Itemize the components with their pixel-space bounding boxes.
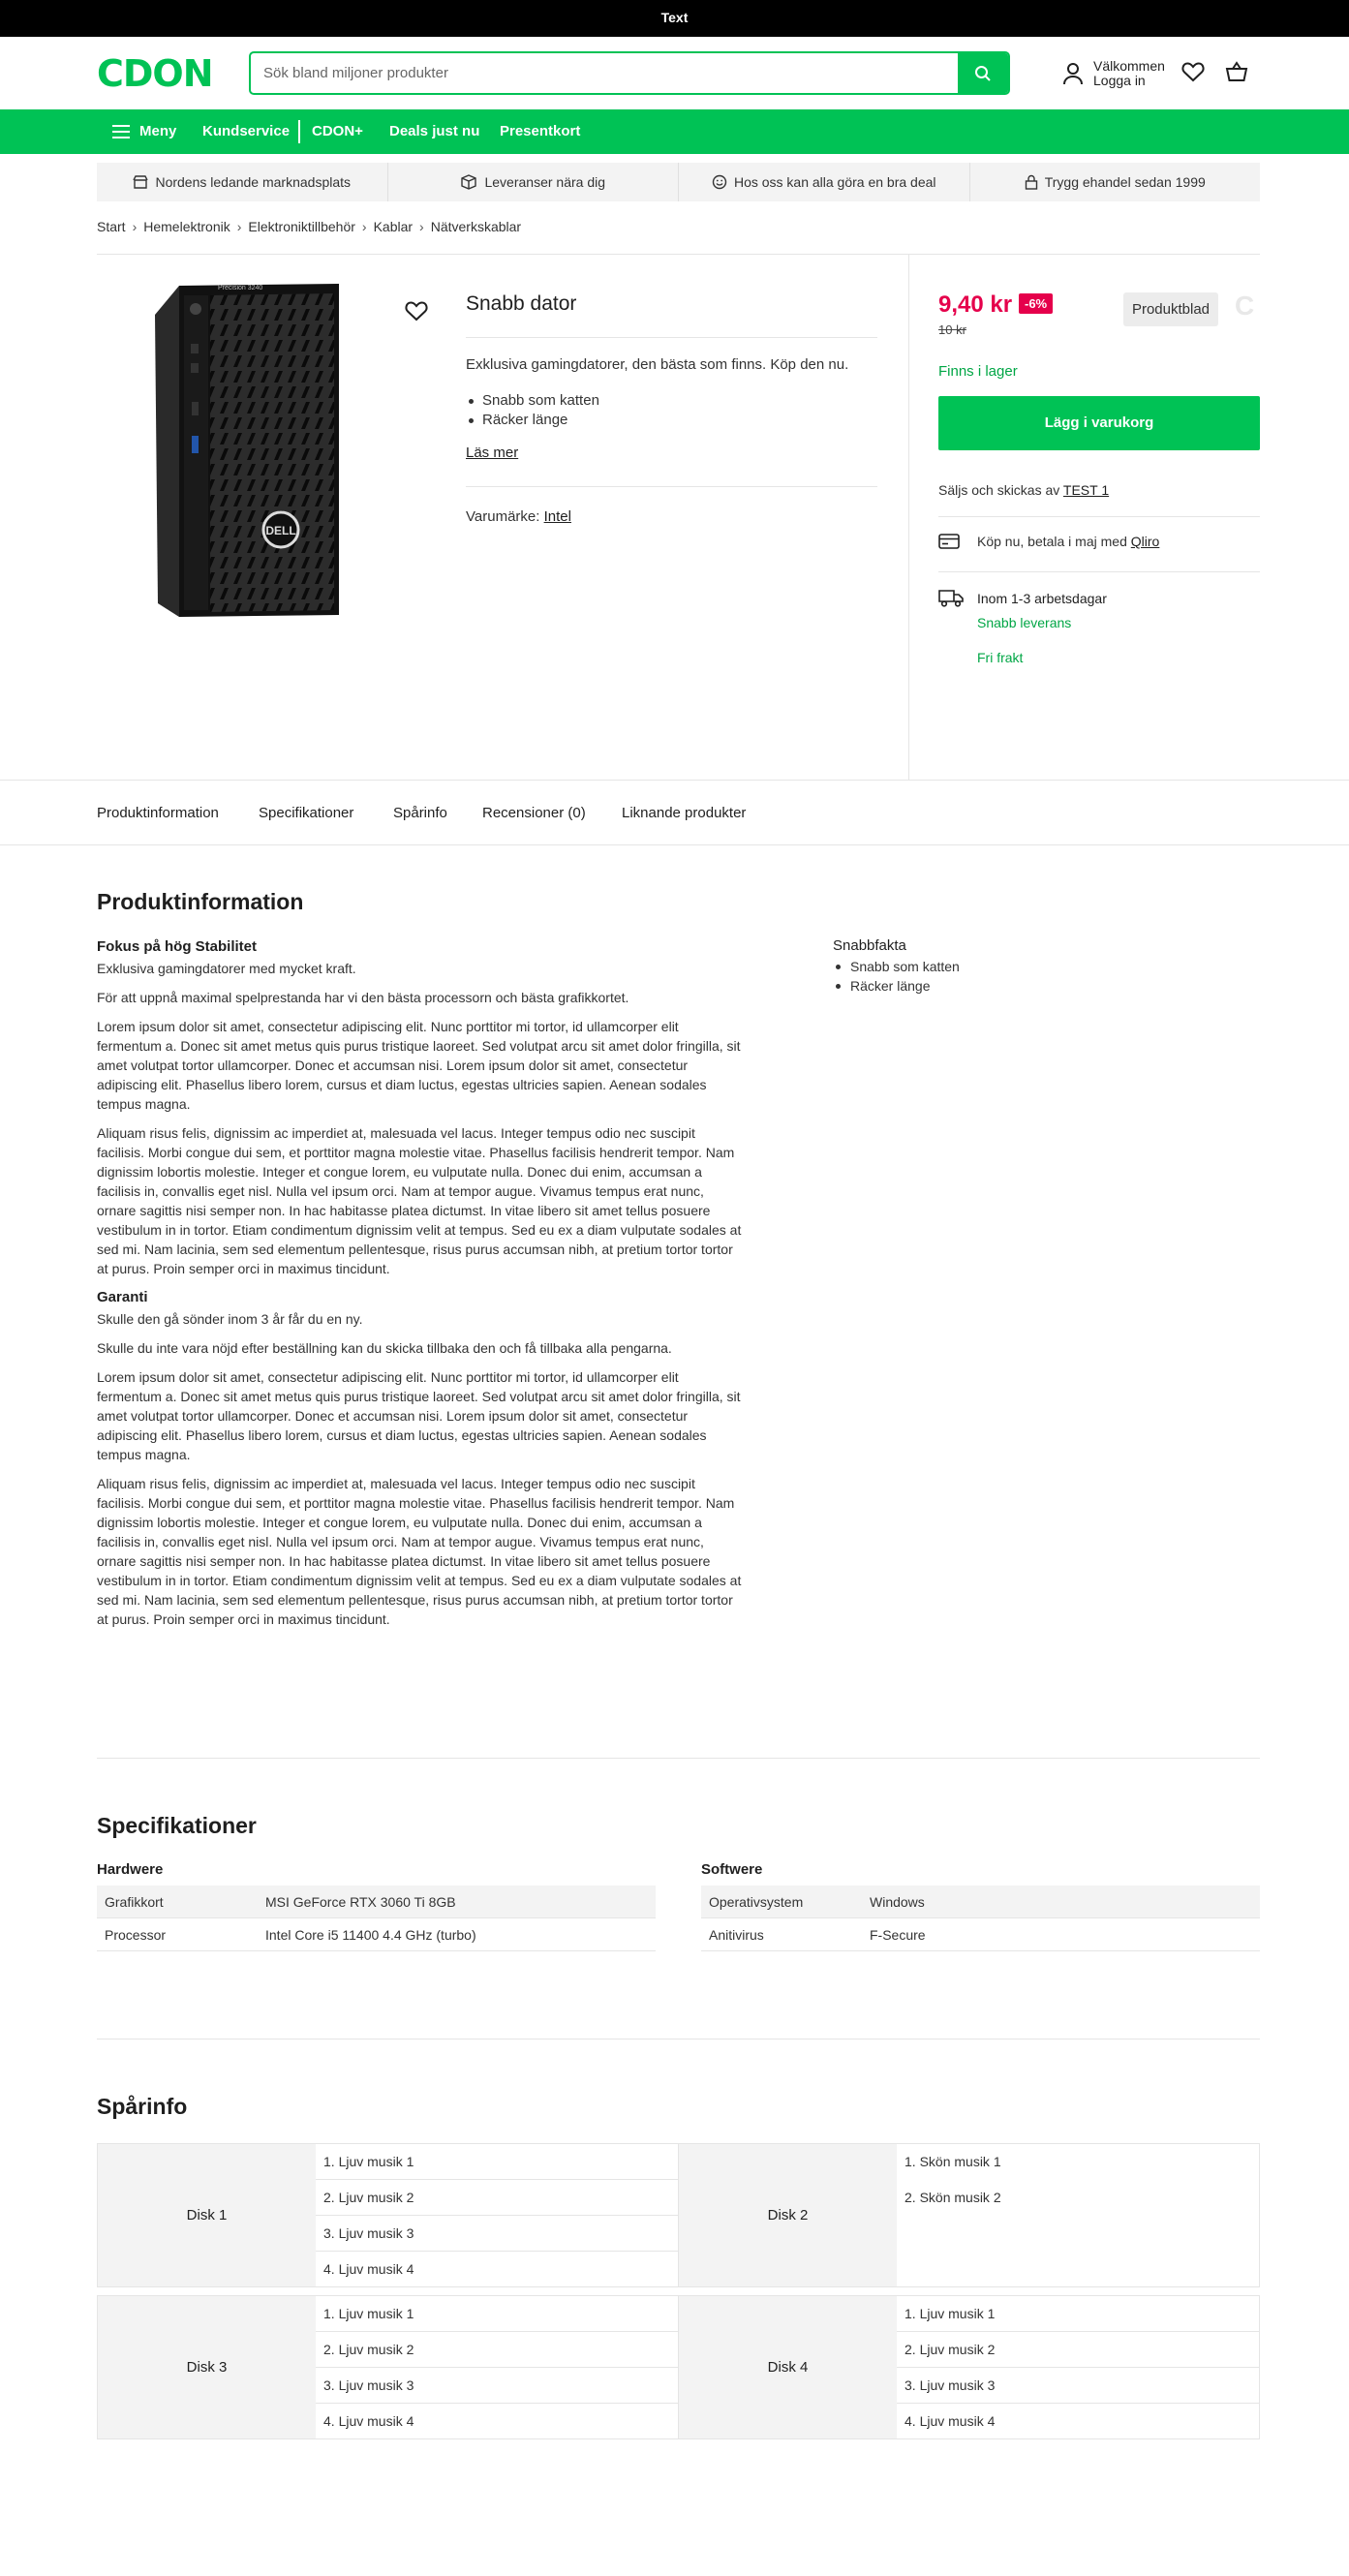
section-title-produktinformation: Produktinformation bbox=[97, 889, 304, 914]
track-row: 3. Ljuv musik 3 bbox=[897, 2368, 1259, 2404]
list-item: Snabb som katten bbox=[833, 957, 960, 976]
list-item: Räcker länge bbox=[833, 976, 960, 996]
tab-recensioner[interactable]: Recensioner (0) bbox=[482, 805, 586, 821]
track-row: 3. Ljuv musik 3 bbox=[316, 2368, 678, 2404]
spec-value: F-Secure bbox=[870, 1926, 926, 1943]
track-row: 3. Ljuv musik 3 bbox=[316, 2216, 678, 2252]
read-more-link[interactable]: Läs mer bbox=[466, 445, 519, 461]
divider bbox=[97, 1758, 1260, 1759]
spec-value: Intel Core i5 11400 4.4 GHz (turbo) bbox=[265, 1926, 476, 1943]
spec-key: Operativsystem bbox=[709, 1893, 804, 1910]
menu-label: Meny bbox=[139, 123, 177, 139]
login-link[interactable] bbox=[1062, 59, 1165, 88]
table-row bbox=[701, 1886, 1260, 1918]
store-icon bbox=[133, 174, 148, 190]
model-label: Precision 3240 bbox=[218, 285, 263, 291]
table-row bbox=[97, 1918, 656, 1951]
discount-badge: -6% bbox=[1019, 293, 1053, 314]
seller-info bbox=[938, 482, 1109, 498]
info-subheading: Fokus på hög Stabilitet bbox=[97, 938, 258, 955]
spec-value: MSI GeForce RTX 3060 Ti 8GB bbox=[265, 1893, 456, 1910]
disk-label: Disk 1 bbox=[98, 2144, 316, 2286]
pay-text: Köp nu, betala i maj med bbox=[977, 534, 1127, 549]
main-nav bbox=[0, 109, 1349, 154]
list-item: Räcker länge bbox=[466, 411, 599, 430]
add-to-cart-button[interactable]: Lägg i varukorg bbox=[938, 396, 1260, 450]
nav-divider bbox=[298, 120, 300, 143]
track-row: 4. Ljuv musik 4 bbox=[323, 2261, 414, 2277]
free-shipping: Fri frakt bbox=[977, 650, 1024, 665]
track-row: 4. Ljuv musik 4 bbox=[904, 2413, 996, 2429]
nav-cdon-plus[interactable]: CDON+ bbox=[312, 123, 363, 139]
track-row: 2. Ljuv musik 2 bbox=[316, 2180, 678, 2216]
divider bbox=[938, 516, 1260, 517]
delivery-time: Inom 1-3 arbetsdagar bbox=[977, 591, 1107, 606]
spec-key: Grafikkort bbox=[105, 1893, 164, 1910]
nav-presentkort[interactable]: Presentkort bbox=[500, 123, 581, 139]
usp-text: Trygg ehandel sedan 1999 bbox=[1044, 174, 1206, 190]
favorite-heart-icon[interactable] bbox=[405, 300, 428, 322]
track-row: 4. Ljuv musik 4 bbox=[323, 2413, 414, 2429]
usp-text: Leveranser nära dig bbox=[484, 174, 606, 190]
disk-label: Disk 3 bbox=[98, 2296, 316, 2438]
spec-table-hardware bbox=[97, 1861, 656, 1951]
disk-block bbox=[678, 2295, 1260, 2439]
search-button[interactable] bbox=[958, 53, 1008, 93]
usp-item bbox=[388, 163, 680, 201]
tab-specifikationer[interactable]: Specifikationer bbox=[259, 805, 354, 821]
stock-status: Finns i lager bbox=[938, 363, 1018, 380]
nav-deals[interactable]: Deals just nu bbox=[389, 123, 480, 139]
info-paragraph: Aliquam risus felis, dignissim ac imperdiet at, malesuada vel lacus. Integer tempus odio nec suscipit facilisis. Morbi congue dui sem, et porttitor magna molestie vitae. Phasellus facilisis hendrerit tempor. Nam dignissim lobortis molestie. Integer et congue lorem, eu vulputate nulla. Donec dui enim, accumsan a facilisis in, convallis eget nisl. Nulla vel ipsum orci. Nam at tempor augue. Vivamus tempus erat nunc, ornare sagittis nisi semper non. In hac habitasse platea dictumst. In vitae libero sit amet tellus posuere vestibulum in in tortor. Etiam condimentum dignissim velit at tempus. Sed eu ex a diam vulputate sodales at sed mi. Nam lacinia, sem sed elementum pellentesque, risus purus accumsan nibh, at pretium tortor tortor at purus. Proin semper orci in maximus tincidunt. bbox=[97, 1476, 742, 1627]
spec-key: Anitivirus bbox=[709, 1926, 764, 1943]
search-icon bbox=[974, 65, 992, 82]
spec-rows bbox=[97, 1886, 656, 1951]
usp-item bbox=[97, 163, 388, 201]
divider bbox=[466, 486, 877, 487]
dell-logo: DELL bbox=[265, 524, 296, 537]
cart-basket-icon[interactable] bbox=[1225, 61, 1248, 82]
product-description: Exklusiva gamingdatorer, den bästa som finns. Köp den nu. bbox=[466, 356, 849, 373]
product-tabs bbox=[0, 780, 1349, 845]
datasheet-button[interactable]: Produktblad bbox=[1123, 292, 1218, 326]
track-row: 2. Skön musik 2 bbox=[904, 2190, 1001, 2205]
product-title: Snabb dator bbox=[466, 292, 577, 315]
disk-label: Disk 4 bbox=[679, 2296, 897, 2438]
delivery-info bbox=[938, 589, 1107, 665]
track-row: 2. Ljuv musik 2 bbox=[897, 2332, 1259, 2368]
nav-kundservice[interactable]: Kundservice bbox=[202, 123, 291, 139]
section-title-specifikationer: Specifikationer bbox=[97, 1813, 257, 1838]
brand-row bbox=[466, 508, 571, 525]
brand-link[interactable]: Intel bbox=[543, 508, 571, 525]
menu-button[interactable] bbox=[112, 109, 176, 154]
breadcrumb-start[interactable]: Start bbox=[97, 219, 126, 234]
usp-item bbox=[970, 163, 1261, 201]
user-icon bbox=[1062, 62, 1084, 85]
site-header bbox=[0, 37, 1349, 109]
info-paragraph: Exklusiva gamingdatorer med mycket kraft. bbox=[97, 961, 356, 976]
lock-icon bbox=[1025, 174, 1038, 190]
price: 9,40 kr bbox=[938, 291, 1013, 318]
list-item: Snabb som katten bbox=[466, 391, 599, 411]
table-row bbox=[97, 1886, 656, 1918]
search-input[interactable] bbox=[251, 53, 958, 93]
product-info-text bbox=[97, 937, 746, 1639]
faded-logo-letter: C bbox=[1235, 291, 1255, 321]
smiley-icon bbox=[712, 174, 727, 190]
tab-liknande-produkter[interactable]: Liknande produkter bbox=[622, 805, 747, 821]
fast-delivery: Snabb leverans bbox=[977, 615, 1072, 630]
product-bullets bbox=[466, 391, 599, 430]
brand-label: Varumärke: bbox=[466, 508, 540, 525]
track-row: 1. Ljuv musik 1 bbox=[316, 2296, 678, 2332]
truck-icon bbox=[938, 589, 964, 608]
track-row: 1. Skön musik 1 bbox=[904, 2154, 1001, 2169]
breadcrumb-elektroniktillbehor[interactable]: Elektroniktillbehör bbox=[248, 219, 355, 234]
search-bar bbox=[249, 51, 1010, 95]
divider bbox=[466, 337, 877, 338]
welcome-text: Välkommen bbox=[1093, 58, 1165, 74]
spec-table-software bbox=[701, 1861, 1260, 1951]
disk-block bbox=[97, 2143, 679, 2287]
wishlist-heart-icon[interactable] bbox=[1181, 61, 1205, 82]
breadcrumb-kablar[interactable]: Kablar bbox=[373, 219, 414, 234]
seller-prefix: Säljs och skickas av bbox=[938, 482, 1060, 498]
disk-block bbox=[678, 2143, 1260, 2287]
info-paragraph: Aliquam risus felis, dignissim ac imperdiet at, malesuada vel lacus. Integer tempus odio nec suscipit facilisis. Morbi congue dui sem, et porttitor magna molestie vitae. Phasellus facilisis hendrerit tempor. Nam dignissim lobortis molestie. Integer et congue lorem, eu vulputate nulla. Donec dui enim, accumsan a facilisis in, convallis eget nisl. Nulla vel ipsum orci. Nam at tempor augue. Vivamus tempus erat nunc, ornare sagittis nisi semper non. In hac habitasse platea dictumst. In vitae libero sit amet tellus posuere vestibulum in in tortor. Etiam condimentum dignissim velit at tempus. Sed eu ex a diam vulputate sodales at sed mi. Nam lacinia, sem sed elementum pellentesque, risus purus accumsan nibh, at pretium tortor tortor at purus. Proin semper orci in maximus tincidunt. bbox=[97, 1125, 742, 1276]
breadcrumb-natverkskablar[interactable]: Nätverkskablar bbox=[430, 219, 522, 234]
column-divider bbox=[908, 254, 909, 780]
info-paragraph: Skulle den gå sönder inom 3 år får du en ny. bbox=[97, 1311, 363, 1327]
breadcrumb-separator: › bbox=[419, 219, 424, 234]
divider bbox=[938, 571, 1260, 572]
info-paragraph: För att uppnå maximal spelprestanda har vi den bästa processorn och bästa grafikkortet. bbox=[97, 990, 629, 1005]
breadcrumb bbox=[97, 219, 521, 234]
section-title-sparinfo: Spårinfo bbox=[97, 2094, 188, 2119]
table-row bbox=[701, 1918, 1260, 1951]
tab-produktinformation[interactable]: Produktinformation bbox=[97, 805, 219, 821]
spec-rows bbox=[701, 1886, 1260, 1951]
package-icon bbox=[460, 174, 477, 190]
track-row: 1. Ljuv musik 1 bbox=[897, 2296, 1259, 2332]
divider bbox=[97, 254, 1260, 255]
usp-bar bbox=[97, 163, 1260, 201]
usp-text: Hos oss kan alla göra en bra deal bbox=[733, 174, 936, 190]
quick-facts-heading: Snabbfakta bbox=[833, 937, 906, 954]
payment-info bbox=[938, 534, 1159, 549]
spec-value: Windows bbox=[870, 1893, 925, 1910]
info-paragraph: Lorem ipsum dolor sit amet, consectetur adipiscing elit. Nunc porttitor mi tortor, id ullamcorper elit fermentum a. Donec sit amet metus quis purus tristique laoreet. Sed volutpat arcu sit amet dolor fringilla, sit amet volutpat tortor ullamcorper. Donec et accumsan nisi. Lorem ipsum dolor sit amet, consectetur adipiscing elit. Phasellus libero lorem, cursus et diam luctus, egestas ultricies sapien. Aenean sodales tempus magna. bbox=[97, 1019, 741, 1112]
seller-link[interactable]: TEST 1 bbox=[1062, 482, 1110, 498]
info-paragraph: Lorem ipsum dolor sit amet, consectetur adipiscing elit. Nunc porttitor mi tortor, id ullamcorper elit fermentum a. Donec sit amet metus quis purus tristique laoreet. Sed volutpat arcu sit amet dolor fringilla, sit amet volutpat tortor ullamcorper. Donec et accumsan nisi. Lorem ipsum dolor sit amet, consectetur adipiscing elit. Phasellus libero lorem, cursus et diam luctus, egestas ultricies sapien. Aenean sodales tempus magna. bbox=[97, 1369, 741, 1462]
info-subheading: Garanti bbox=[97, 1289, 148, 1305]
track-row: 2. Ljuv musik 2 bbox=[316, 2332, 678, 2368]
usp-text: Nordens ledande marknadsplats bbox=[155, 174, 352, 190]
product-image[interactable] bbox=[150, 276, 344, 625]
breadcrumb-separator: › bbox=[132, 219, 138, 234]
cdon-logo[interactable]: CDON bbox=[97, 52, 213, 95]
credit-card-icon bbox=[938, 534, 960, 549]
spec-group-title: Softwere bbox=[701, 1861, 763, 1878]
login-text: Logga in bbox=[1093, 73, 1146, 88]
disk-label: Disk 2 bbox=[679, 2144, 897, 2286]
disk-block bbox=[97, 2295, 679, 2439]
spec-key: Processor bbox=[105, 1926, 167, 1943]
announcement-text: Text bbox=[660, 10, 689, 25]
breadcrumb-separator: › bbox=[361, 219, 367, 234]
qliro-link[interactable]: Qliro bbox=[1130, 534, 1160, 549]
quick-facts bbox=[833, 937, 960, 996]
breadcrumb-separator: › bbox=[236, 219, 242, 234]
track-row: 1. Ljuv musik 1 bbox=[316, 2144, 678, 2180]
hamburger-icon bbox=[112, 125, 130, 138]
breadcrumb-hemelektronik[interactable]: Hemelektronik bbox=[143, 219, 230, 234]
announcement-bar bbox=[0, 0, 1349, 37]
spec-group-title: Hardwere bbox=[97, 1861, 164, 1878]
usp-item bbox=[679, 163, 970, 201]
tab-sparinfo[interactable]: Spårinfo bbox=[393, 805, 447, 821]
info-paragraph: Skulle du inte vara nöjd efter beställning kan du skicka tillbaka den och få tillbaka alla pengarna. bbox=[97, 1340, 672, 1356]
old-price: 10 kr bbox=[938, 322, 966, 337]
